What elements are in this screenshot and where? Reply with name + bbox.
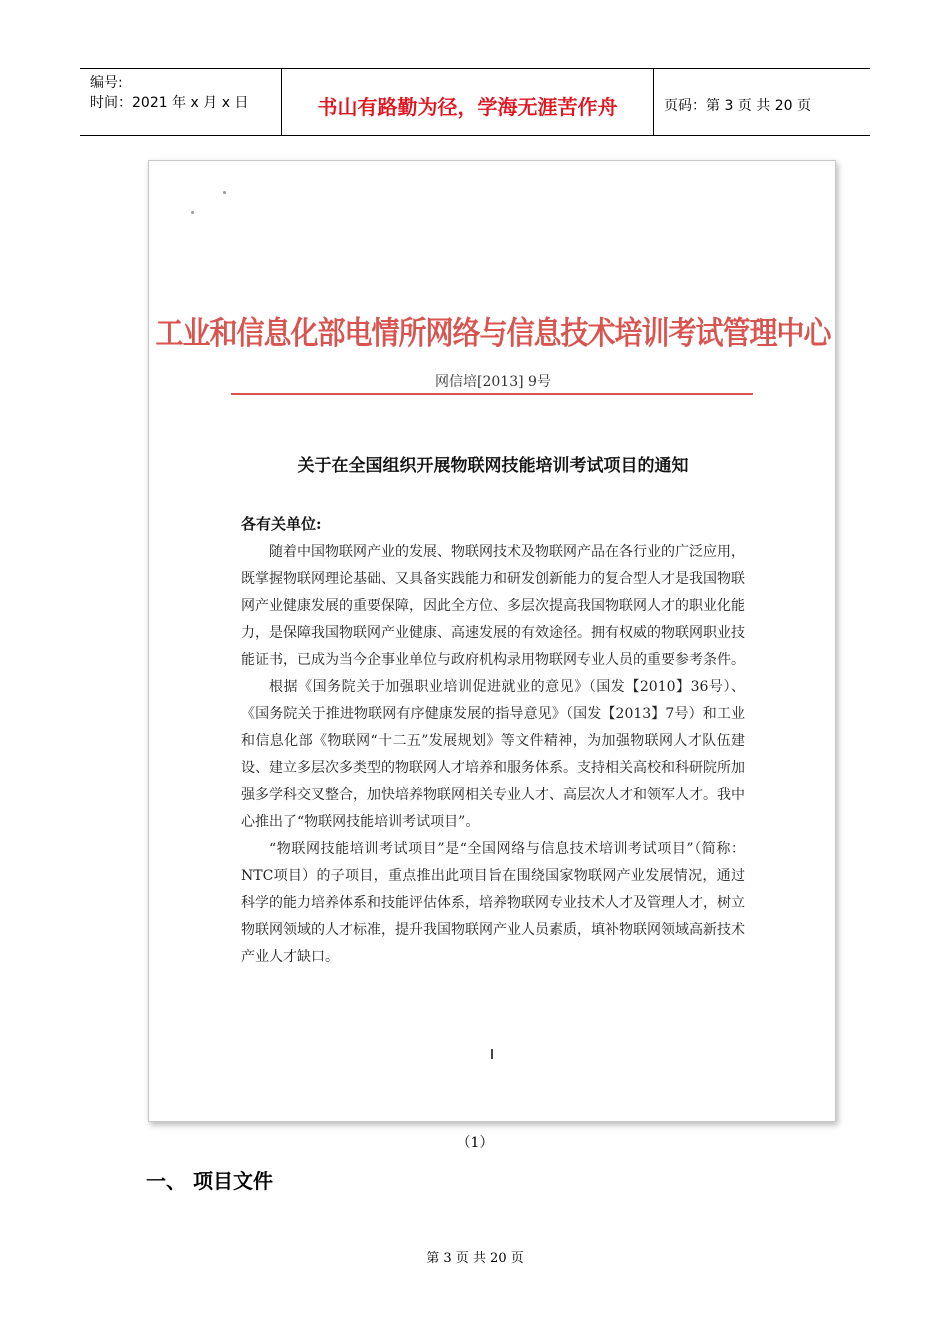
scan-page-mark: [491, 1049, 493, 1059]
organization-letterhead: 工业和信息化部电情所网络与信息技术培训考试管理中心: [155, 314, 831, 352]
salutation: 各有关单位:: [241, 515, 322, 533]
body-paragraph: “物联网技能培训考试项目”是“全国网络与信息技术培训考试项目”（简称：NTC项目）的子项目，重点推出此项目旨在围绕国家物联网产业发展情况，通过科学的能力培养体系和技能评估体系，培养物联网专业技术人才及管理人才，树立物联网领域的人才标准，提升我国物联网产业人员素质，填补物联网领域高新技术产业人才缺口。: [241, 841, 745, 965]
section-heading: 一、 项目文件: [146, 1169, 273, 1193]
body-paragraph: 根据《国务院关于加强职业培训促进就业的意见》（国发【2010】36号）、《国务院关于推进物联网有序健康发展的指导意见》（国发【2013】7号）和工业和信息化部《物联网“十二五”发展规划》等文件精神，为加强物联网人才队伍建设、建立多层次多类型的物联网人才培养和服务体系。支持相关高校和科研院所加强多学科交叉整合，加快培养物联网相关专业人才、高层次人才和领军人才。我中心推出了“物联网技能培训考试项目”。: [241, 679, 745, 830]
figure-caption: （1）: [456, 1135, 494, 1151]
time-label: 时间：2021 年 x 月 x 日: [90, 95, 249, 111]
scan-speck: [191, 211, 194, 214]
header-page-info: 页码：第 3 页 共 20 页: [664, 98, 811, 114]
document-number: 网信培[2013] 9号: [435, 374, 551, 390]
page-footer: 第 3 页 共 20 页: [426, 1251, 524, 1266]
body-paragraph: 随着中国物联网产业的发展、物联网技术及物联网产品在各行业的广泛应用，既掌握物联网理论基础、又具备实践能力和研发创新能力的复合型人才是我国物联网产业健康发展的重要保障，因此全方位、多层次提高我国物联网人才的职业化能力，是保障我国物联网产业健康、高速发展的有效途径。拥有权威的物联网职业技能证书，已成为当今企事业单位与政府机构录用物联网专业人员的重要参考条件。: [241, 544, 745, 668]
scanned-document: [148, 160, 836, 1122]
header-motto: 书山有路勤为径，学海无涯苦作舟: [282, 69, 654, 135]
header-info-cell: [80, 69, 282, 135]
letterhead-divider: [231, 393, 753, 395]
number-label: 编号:: [90, 75, 123, 91]
document-title: 关于在全国组织开展物联网技能培训考试项目的通知: [297, 456, 689, 476]
scan-speck: [223, 191, 226, 194]
header-table: [80, 68, 870, 136]
document-body: [241, 539, 745, 971]
